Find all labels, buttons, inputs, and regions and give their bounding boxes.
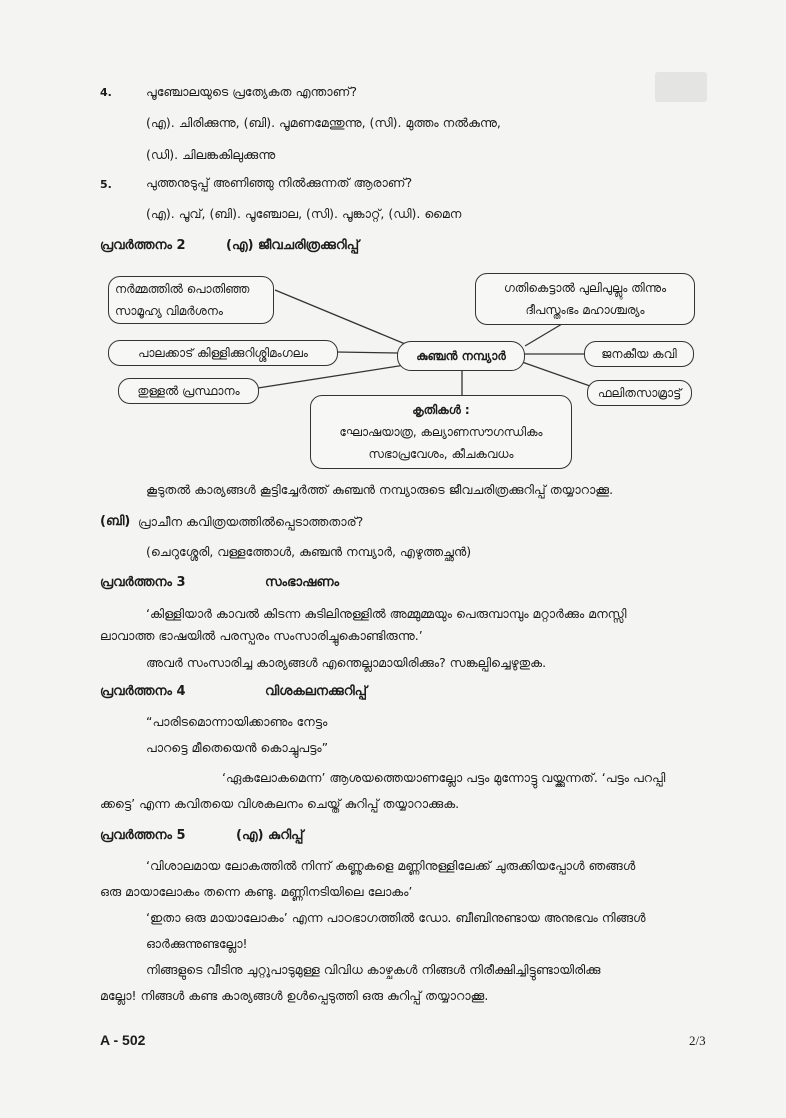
q5-options: (എ). പൂവ്, (ബി). പൂഞ്ചോല, (സി). പൂങ്കാറ്റ്, (ഡി). മൈന — [146, 206, 462, 221]
node-satire-line2: സാമൂഹ്യ വിമർശനം — [115, 304, 223, 318]
node-legend-line2: ദീപസ്തംഭം മഹാശ്ചര്യം — [525, 303, 645, 317]
node-legend-line1: ഗതികെട്ടാൽ പുലിപുല്ലും തിന്നും — [503, 281, 667, 295]
paper-code: A - 502 — [100, 1032, 146, 1048]
activity2-heading: പ്രവർത്തനം 2 — [100, 238, 186, 253]
node-popular-label: ജനകീയ കവി — [601, 347, 677, 361]
activity3-title: സംഭാഷണം — [265, 575, 340, 590]
node-phalitha-label: ഫലിതസാമ്രാട്ട് — [597, 386, 682, 400]
activity2-title: (എ) ജീവചരിത്രക്കുറിപ്പ് — [226, 238, 360, 253]
node-works — [310, 395, 572, 469]
node-birthplace-label: പാലക്കാട് കിള്ളിക്കുറിശ്ശിമംഗലം — [138, 346, 308, 360]
activity4-text-line2: ക്കട്ടെ’ എന്ന കവിതയെ വിശകലനം ചെയ്ത് കുറിപ്പ് തയ്യാറാക്കുക. — [100, 796, 460, 811]
activity3-heading: പ്രവർത്തനം 3 — [100, 575, 186, 590]
activity5-quote-line2: ഒരു മായാലോകം തന്നെ കണ്ടു. മണ്ണിനടിയിലെ ലോകം’ — [100, 884, 413, 899]
node-satire-line1: നർമ്മത്തിൽ പൊതിഞ്ഞ — [115, 282, 250, 296]
activity4-text-line1: ‘ഏകലോകമെന്ന’ ആശയത്തെയാണല്ലോ പട്ടം മുന്നോട്ടു വയ്ക്കുന്നത്. ‘പട്ടം പറപ്പി — [222, 770, 666, 785]
q5-number: 5. — [100, 178, 112, 191]
q4-text: പൂഞ്ചോലയുടെ പ്രത്യേകത എന്താണ്? — [146, 84, 357, 99]
q4-number: 4. — [100, 86, 112, 99]
node-thullal-label: തുള്ളൽ പ്രസ്ഥാനം — [137, 384, 240, 398]
activity3-instruction: അവർ സംസാരിച്ച കാര്യങ്ങൾ എന്തെല്ലാമായിരിക്കും? സങ്കല്പിച്ചെഴുതുക. — [146, 655, 547, 670]
activity5-heading: പ്രവർത്തനം 5 — [100, 828, 186, 843]
node-works-line1: ഘോഷയാത്ര, കല്യാണസൗഗന്ധികം — [339, 425, 543, 439]
q5-text: പുത്തനുടുപ്പ് അണിഞ്ഞു നിൽക്കുന്നത് ആരാണ്? — [146, 175, 413, 190]
node-center-kunchan-nambiar — [397, 341, 525, 371]
page-number: 2/3 — [689, 1033, 706, 1048]
node-phalitha — [587, 380, 692, 406]
node-works-title: കൃതികൾ : — [412, 403, 470, 417]
activity5-title: (എ) കുറിപ്പ് — [236, 828, 304, 843]
node-center-label: കുഞ്ചൻ നമ്പ്യാർ — [416, 349, 506, 363]
activity5-text-line1: ‘ഇതാ ഒരു മായാലോകം’ എന്ന പാഠഭാഗത്തിൽ ഡോ. ബീബിനുണ്ടായ അനുഭവം നിങ്ങൾ — [146, 910, 646, 925]
activity2-b-options: (ചെറുശ്ശേരി, വള്ളത്തോൾ, കുഞ്ചൻ നമ്പ്യാർ, എഴുത്തച്ഛൻ) — [146, 544, 472, 559]
activity5-text-line3: നിങ്ങളുടെ വീടിനു ചുറ്റുപാടുമുള്ള വിവിധ കാഴ്ചകൾ നിങ്ങൾ നിരീക്ഷിച്ചിട്ടുണ്ടായിരിക്കു — [146, 962, 601, 977]
activity5-text-line4: മല്ലോ! നിങ്ങൾ കണ്ട കാര്യങ്ങൾ ഉൾപ്പെടുത്തി ഒരു കുറിപ്പ് തയ്യാറാക്കൂ. — [100, 988, 489, 1003]
activity2-instruction: കൂടുതൽ കാര്യങ്ങൾ കൂട്ടിച്ചേർത്ത് കുഞ്ചൻ നമ്പ്യാരുടെ ജീവചരിത്രക്കുറിപ്പ് തയ്യാറാക്കൂ. — [146, 482, 614, 497]
activity3-quote-line1: ‘കിള്ളിയാർ കാവൽ കിടന്ന കുടിലിനുള്ളിൽ അമ്മുമ്മയും പെരുമ്പാമ്പും മറ്റാർക്കും മനസ്സി — [146, 606, 627, 621]
activity4-heading: പ്രവർത്തനം 4 — [100, 684, 186, 699]
activity5-quote-line1: ‘വിശാലമായ ലോകത്തിൽ നിന്ന് കണ്ണുകളെ മണ്ണിനുള്ളിലേക്ക് ചുരുക്കിയപ്പോൾ ഞങ്ങൾ — [146, 858, 636, 873]
node-birthplace — [108, 340, 338, 366]
node-thullal — [118, 378, 259, 404]
q4-options-2: (ഡി). ചിലങ്കകിലുക്കുന്നു — [146, 147, 276, 162]
activity2-b-label: (ബി) — [100, 514, 131, 529]
activity2-b-question: പ്രാചീന കവിത്രയത്തിൽപ്പെടാത്തതാര്? — [138, 514, 364, 529]
activity4-title: വിശകലനക്കുറിപ്പ് — [265, 684, 367, 699]
node-works-line2: സഭാപ്രവേശം, കീചകവധം — [368, 447, 514, 461]
activity3-quote-line2: ലാവാത്ത ഭാഷയിൽ പരസ്പരം സംസാരിച്ചുകൊണ്ടിരുന്നു.’ — [100, 628, 423, 643]
activity4-poem-line1: “പാരിടമൊന്നായിക്കാണും നേട്ടം — [146, 714, 328, 729]
node-popular-poet — [584, 341, 694, 367]
activity4-poem-line2: പാറട്ടെ മീതെയെൻ കൊച്ചുപട്ടം” — [146, 740, 329, 755]
activity5-text-line2: ഓർക്കുന്നുണ്ടല്ലോ! — [146, 936, 248, 951]
node-satire — [108, 276, 274, 324]
q4-options: (എ). ചിരിക്കുന്നു, (ബി). പൂമണമേന്തുന്നു, (സി). മുത്തം നൽകുന്നു, — [146, 115, 501, 130]
node-legend — [475, 273, 695, 325]
